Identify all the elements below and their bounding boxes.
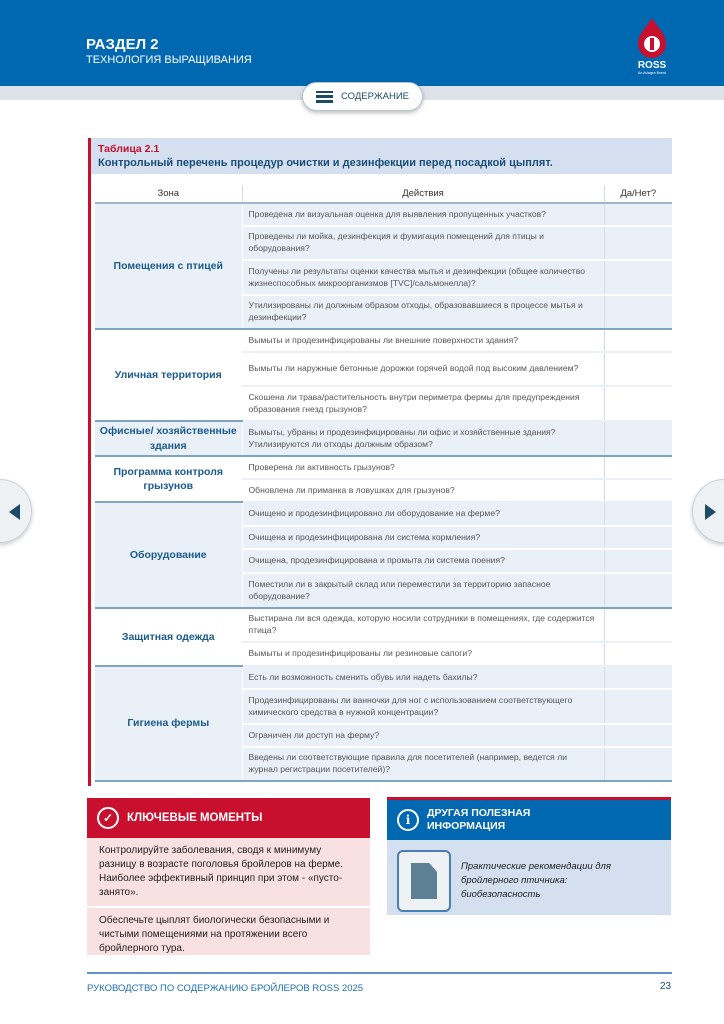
- yes-no-cell[interactable]: [604, 724, 672, 747]
- yes-no-cell[interactable]: [604, 747, 672, 781]
- column-header-actions: Действия: [242, 185, 604, 203]
- yes-no-cell[interactable]: [604, 203, 672, 226]
- footer-text: РУКОВОДСТВО ПО СОДЕРЖАНИЮ БРОЙЛЕРОВ ROSS 2025: [87, 983, 364, 994]
- action-cell: Проверена ли активность грызунов?: [242, 456, 604, 479]
- action-cell: Проведена ли визуальная оценка для выявления пропущенных участков?: [242, 203, 604, 226]
- zone-cell: Программа контроля грызунов: [95, 456, 242, 502]
- yes-no-cell[interactable]: [604, 456, 672, 479]
- yes-no-cell[interactable]: [604, 608, 672, 642]
- action-cell: Проведены ли мойка, дезинфекция и фумигация помещений для птицы и оборудования?: [242, 226, 604, 260]
- zone-cell: Защитная одежда: [95, 608, 242, 666]
- table-row: [95, 329, 672, 352]
- action-cell: Очищена и продезинфицирована ли система кормления?: [242, 526, 604, 549]
- yes-no-cell[interactable]: [604, 666, 672, 689]
- svg-text:ROSS: ROSS: [637, 60, 667, 71]
- contents-label: СОДЕРЖАНИЕ: [341, 91, 409, 102]
- action-cell: Выстирана ли вся одежда, которую носили сотрудники в помещениях, где содержится птица?: [242, 608, 604, 642]
- column-header-yes-no: Да/Нет?: [604, 185, 672, 203]
- svg-text:An Aviagen Brand: An Aviagen Brand: [638, 71, 666, 75]
- yes-no-cell[interactable]: [604, 352, 672, 386]
- yes-no-cell[interactable]: [604, 549, 672, 573]
- yes-no-cell[interactable]: [604, 502, 672, 526]
- yes-no-cell[interactable]: [604, 226, 672, 260]
- column-header-zone: Зона: [95, 185, 242, 203]
- yes-no-cell[interactable]: [604, 260, 672, 295]
- menu-icon: [316, 91, 333, 103]
- table-title: Контрольный перечень процедур очистки и дезинфекции перед посадкой цыплят.: [98, 157, 553, 169]
- arrow-right-icon: [705, 504, 716, 520]
- info-icon: i: [397, 809, 419, 831]
- table-label: Таблица 2.1: [98, 143, 160, 155]
- yes-no-cell[interactable]: [604, 295, 672, 329]
- action-cell: Вымыты и продезинфицированы ли резиновые сапоги?: [242, 642, 604, 666]
- key-points-title: КЛЮЧЕВЫЕ МОМЕНТЫ: [127, 812, 263, 824]
- table-row: [95, 502, 672, 526]
- action-cell: Введены ли соответствующие правила для посетителей (например, ведется ли журнал регистрации посетителей)?: [242, 747, 604, 781]
- other-info-title: ДРУГАЯ ПОЛЕЗНАЯ ИНФОРМАЦИЯ: [427, 807, 531, 832]
- section-title: РАЗДЕЛ 2: [86, 36, 159, 53]
- action-cell: Есть ли возможность сменить обувь или надеть бахилы?: [242, 666, 604, 689]
- zone-cell: Уличная территория: [95, 329, 242, 421]
- document-icon[interactable]: [397, 850, 451, 912]
- key-point: Контролируйте заболевания, сводя к минимуму разницу в возрасте поголовья бройлеров на ферме. Наиболее эффективный принцип при этом - «пусто-занято».: [99, 845, 343, 898]
- table-row: [95, 456, 672, 479]
- table-accent-bar: [88, 138, 91, 786]
- action-cell: Ограничен ли доступ на ферму?: [242, 724, 604, 747]
- action-cell: Вымыты ли наружные бетонные дорожки горячей водой под высоким давлением?: [242, 352, 604, 386]
- zone-cell: Помещения с птицей: [95, 203, 242, 329]
- action-cell: Вымыты и продезинфицированы ли внешние поверхности здания?: [242, 329, 604, 352]
- table-row: [95, 421, 672, 456]
- yes-no-cell[interactable]: [604, 329, 672, 352]
- yes-no-cell[interactable]: [604, 642, 672, 666]
- yes-no-cell[interactable]: [604, 421, 672, 456]
- key-point: Обеспечьте цыплят биологически безопасными и чистыми помещениями на протяжении всего бройлерного тура.: [87, 906, 370, 962]
- page-number: 23: [660, 981, 672, 992]
- table-row: [95, 608, 672, 642]
- zone-cell: Офисные/ хозяйственные здания: [95, 421, 242, 456]
- yes-no-cell[interactable]: [604, 526, 672, 549]
- page-header: [0, 0, 724, 86]
- yes-no-cell[interactable]: [604, 689, 672, 724]
- footer-divider: [87, 972, 672, 974]
- previous-page-button[interactable]: [0, 479, 32, 543]
- table-caption: [91, 138, 672, 174]
- arrow-left-icon: [9, 504, 20, 520]
- action-cell: Продезинфицированы ли ванночки для ног с использованием соответствующего химического средства в нужной концентрации?: [242, 689, 604, 724]
- key-points-box: [87, 798, 370, 955]
- action-cell: Поместили ли в закрытый склад или переместили за территорию запасное оборудование?: [242, 573, 604, 608]
- yes-no-cell[interactable]: [604, 386, 672, 421]
- checklist-table: [95, 185, 672, 782]
- ross-logo: [632, 16, 672, 76]
- action-cell: Скошена ли трава/растительность внутри периметра фермы для предупреждения образования гнезд грызунов?: [242, 386, 604, 421]
- action-cell: Вымыты, убраны и продезинфицированы ли офис и хозяйственные здания? Утилизируются ли отходы должным образом?: [242, 421, 604, 456]
- action-cell: Утилизированы ли должным образом отходы, образовавшиеся в процессе мытья и дезинфекции?: [242, 295, 604, 329]
- yes-no-cell[interactable]: [604, 573, 672, 608]
- zone-cell: Гигиена фермы: [95, 666, 242, 781]
- yes-no-cell[interactable]: [604, 479, 672, 502]
- action-cell: Очищена, продезинфицирована и промыта ли система поения?: [242, 549, 604, 573]
- action-cell: Получены ли результаты оценки качества мытья и дезинфекции (общее количество жизнеспособных микроорганизмов [TVC]/сальмонелла)?: [242, 260, 604, 295]
- action-cell: Обновлена ли приманка в ловушках для грызунов?: [242, 479, 604, 502]
- contents-button[interactable]: [302, 82, 423, 111]
- other-info-box: [387, 797, 671, 915]
- section-subtitle: ТЕХНОЛОГИЯ ВЫРАЩИВАНИЯ: [86, 54, 252, 66]
- table-row: [95, 666, 672, 689]
- checkmark-icon: ✓: [97, 807, 119, 829]
- table-row: [95, 203, 672, 226]
- action-cell: Очищено и продезинфицировано ли оборудование на ферме?: [242, 502, 604, 526]
- zone-cell: Оборудование: [95, 502, 242, 608]
- next-page-button[interactable]: [692, 479, 724, 543]
- document-link[interactable]: Практические рекомендации для бройлерного птичника: биобезопасность: [461, 861, 611, 900]
